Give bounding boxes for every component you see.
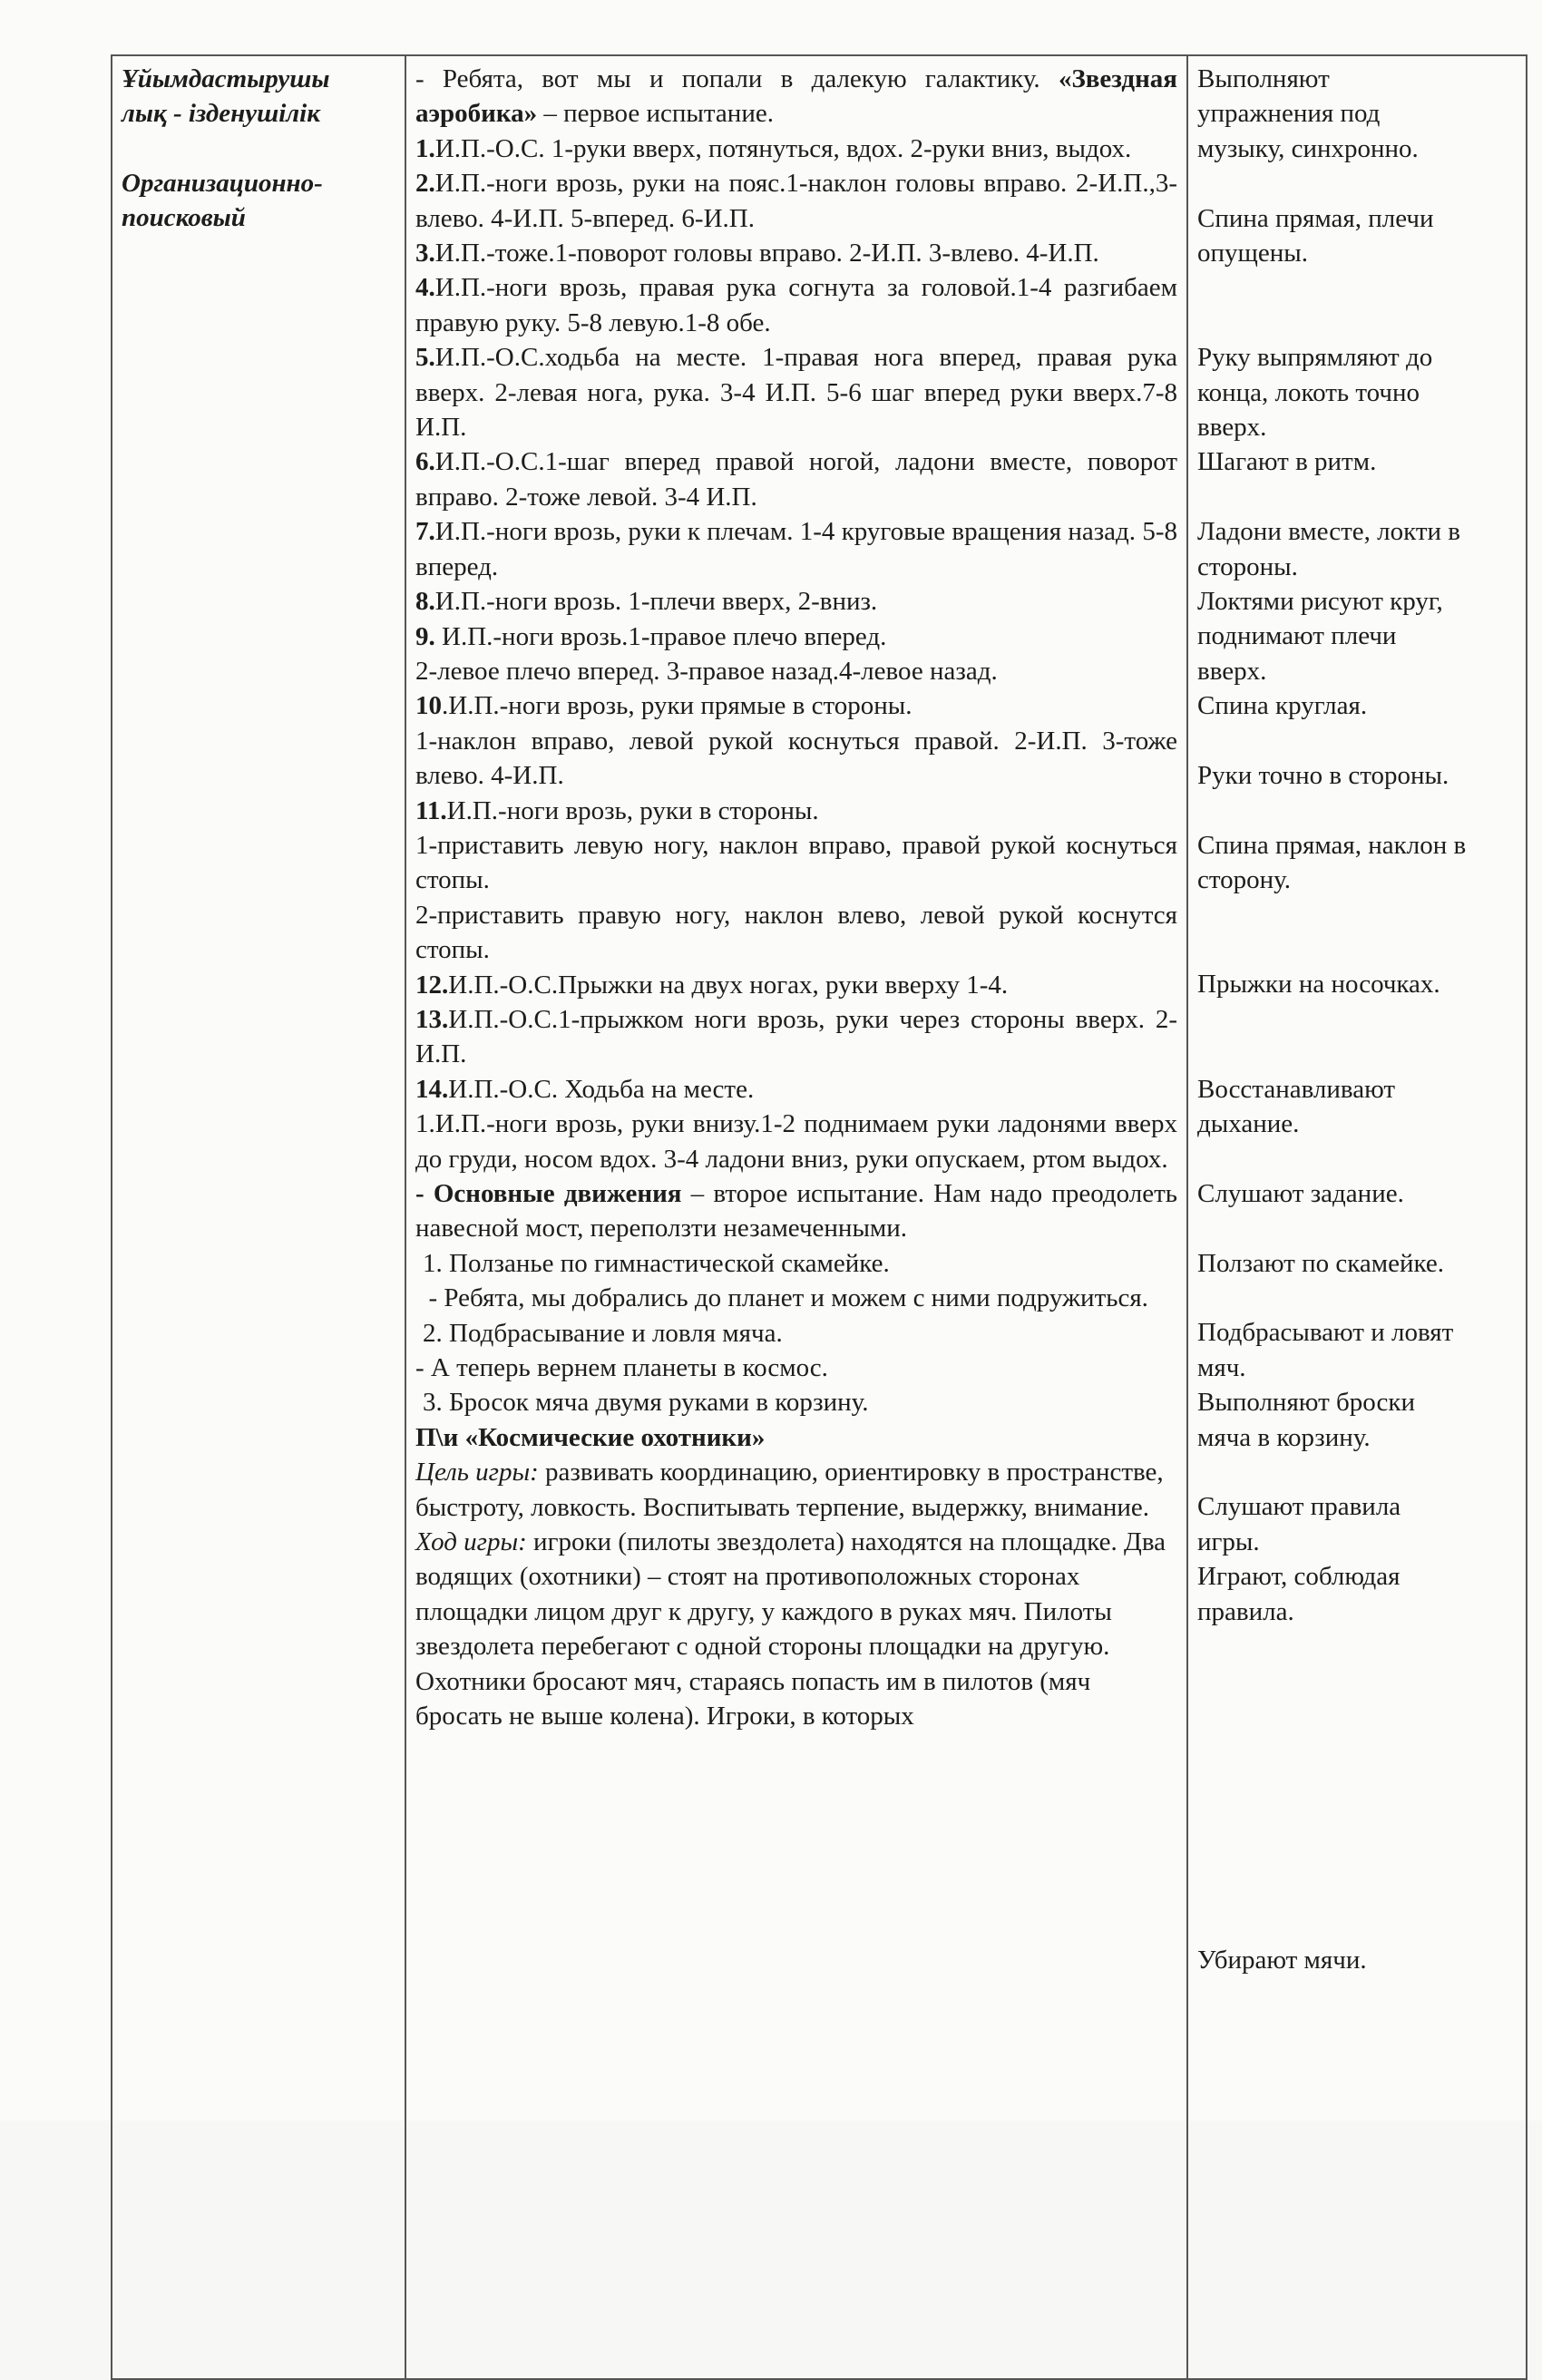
exercise-item bbox=[415, 132, 1177, 166]
stage-title-kz bbox=[122, 62, 395, 132]
movement-item: 2. Подбрасывание и ловля мяча. bbox=[423, 1318, 783, 1348]
teacher-note-line: музыку, синхронно. bbox=[1197, 133, 1419, 163]
game-course-label: Ход игры: bbox=[415, 1527, 527, 1557]
notes-spacer bbox=[1197, 306, 1517, 340]
notes-spacer bbox=[1197, 724, 1517, 758]
exercise-number: 2. bbox=[415, 169, 435, 199]
breathing-exercise: 1.И.П.-ноги врозь, руки внизу.1-2 поднимаем руки ладонями вверх до груди, носом вдох. 3-4 ладони вниз, руки опускаем, ртом выдох. bbox=[415, 1109, 1177, 1174]
teacher-note-line: Выполняют броски bbox=[1197, 1388, 1415, 1418]
exercise-text: И.П.-О.С.ходьба на месте. 1-правая нога вперед, правая рука вверх. 2-левая нога, рука. 3-4 И.П. 5-6 шаг вперед руки вверх.7-8 И.П. bbox=[415, 343, 1177, 443]
stage-cell bbox=[112, 55, 405, 2379]
aerobics-title: «Звездная аэробика» bbox=[415, 64, 1177, 129]
teacher-note-line: мяча в корзину. bbox=[1197, 1422, 1371, 1452]
teacher-note-line: дыхание. bbox=[1197, 1109, 1300, 1139]
aerobics-subtitle: – первое испытание. bbox=[537, 99, 774, 129]
teacher-note-line: мяч. bbox=[1197, 1352, 1246, 1382]
notes-spacer bbox=[1197, 898, 1517, 932]
exercise-text: И.П.-ноги врозь.1-правое плечо вперед. bbox=[434, 621, 887, 651]
exercise-number: 14. bbox=[415, 1074, 449, 1104]
teacher-note-line: Слушают задание. bbox=[1197, 1178, 1404, 1208]
exercise-item bbox=[415, 514, 1177, 584]
exercise-continuation: 2-левое плечо вперед. 3-правое назад.4-левое назад. bbox=[415, 656, 998, 686]
teacher-note-line: упражнения под bbox=[1197, 99, 1381, 129]
notes-cell bbox=[1187, 55, 1527, 2379]
intro-paragraph bbox=[415, 62, 1177, 132]
teacher-note-line: Слушают правила bbox=[1197, 1492, 1401, 1522]
teacher-note-line: Ползают по скамейке. bbox=[1197, 1248, 1444, 1278]
exercise-item bbox=[415, 166, 1177, 236]
notes-spacer bbox=[1197, 1211, 1517, 1245]
game-title: П\и «Космические охотники» bbox=[415, 1422, 766, 1452]
notes-spacer bbox=[1197, 793, 1517, 827]
stage-title-kz-line: Ұйымдастырушы bbox=[122, 64, 330, 93]
teacher-note-line: сторону. bbox=[1197, 865, 1292, 895]
exercise-number: 5. bbox=[415, 343, 435, 373]
teacher-note-line: Спина круглая. bbox=[1197, 691, 1368, 721]
lesson-plan-table bbox=[111, 54, 1527, 2380]
notes-spacer bbox=[1197, 1769, 1517, 1803]
notes-spacer bbox=[1197, 932, 1517, 967]
teacher-note-line: правила. bbox=[1197, 1596, 1294, 1626]
teacher-note-line: опущены. bbox=[1197, 239, 1308, 268]
notes-spacer bbox=[1197, 480, 1517, 514]
teacher-note-line: Ладони вместе, локти в bbox=[1197, 517, 1460, 547]
stage-title-ru bbox=[122, 166, 395, 236]
teacher-note-line: стороны. bbox=[1197, 551, 1298, 581]
notes-spacer bbox=[1197, 1281, 1517, 1315]
notes-spacer bbox=[1197, 1838, 1517, 1872]
exercise-text: И.П.-О.С. 1-руки вверх, потянуться, вдох. 2-руки вниз, выдох. bbox=[434, 133, 1132, 163]
exercise-text: И.П.-ноги врозь, руки в стороны. bbox=[446, 795, 819, 825]
teacher-note-line: игры. bbox=[1197, 1527, 1260, 1556]
notes-list bbox=[1197, 62, 1517, 1977]
exercise-text: .И.П.-ноги врозь, руки прямые в стороны. bbox=[442, 691, 913, 721]
exercise-item bbox=[415, 236, 1177, 270]
teacher-note-line: Локтями рисуют круг, bbox=[1197, 587, 1443, 617]
teacher-note-line: Выполняют bbox=[1197, 64, 1330, 93]
movement-note: - А теперь вернем планеты в космос. bbox=[415, 1353, 828, 1383]
exercise-number: 7. bbox=[415, 517, 435, 547]
notes-spacer bbox=[1197, 166, 1517, 200]
teacher-note-line: Руку выпрямляют до bbox=[1197, 343, 1433, 373]
game-goal-paragraph bbox=[415, 1455, 1177, 1525]
teacher-note-line: Убирают мячи. bbox=[1197, 1945, 1367, 1975]
exercise-text: И.П.-О.С.Прыжки на двух ногах, руки вверху 1-4. bbox=[448, 970, 1009, 1000]
exercise-continuation: 1-наклон вправо, левой рукой коснуться правой. 2-И.П. 3-тоже влево. 4-И.П. bbox=[415, 726, 1177, 791]
exercise-number: 11. bbox=[415, 795, 447, 825]
exercise-continuation: 2-приставить правую ногу, наклон влево, левой рукой коснутся стопы. bbox=[415, 900, 1177, 965]
content-cell bbox=[405, 55, 1187, 2379]
main-movements-text: – второе испытание. Нам надо преодолеть навесной мост, переползти незамеченными. bbox=[415, 1179, 1177, 1244]
exercise-item bbox=[415, 270, 1177, 340]
table-row bbox=[112, 55, 1527, 2379]
exercise-item bbox=[415, 619, 1177, 654]
teacher-note-line: поднимают плечи bbox=[1197, 621, 1397, 651]
game-course-paragraph bbox=[415, 1525, 1177, 1733]
notes-spacer bbox=[1197, 1037, 1517, 1071]
teacher-note-line: Спина прямая, наклон в bbox=[1197, 830, 1467, 860]
main-movements-paragraph bbox=[415, 1176, 1177, 1246]
exercise-number: 12. bbox=[415, 970, 449, 1000]
notes-spacer bbox=[1197, 1002, 1517, 1037]
teacher-note-line: вверх. bbox=[1197, 413, 1267, 443]
exercise-text: И.П.-тоже.1-поворот головы вправо. 2-И.П. 3-влево. 4-И.П. bbox=[434, 239, 1099, 268]
movement-item: 1. Ползанье по гимнастической скамейке. bbox=[423, 1248, 890, 1278]
exercise-number: 4. bbox=[415, 273, 435, 303]
notes-spacer bbox=[1197, 1699, 1517, 1733]
exercise-text: И.П.-ноги врозь, руки на пояс.1-наклон головы вправо. 2-И.П.,3-влево. 4-И.П. 5-вперед. 6-И.П. bbox=[415, 169, 1177, 233]
stage-title-ru-line: поисковый bbox=[122, 203, 246, 233]
exercise-number: 10 bbox=[415, 691, 442, 721]
teacher-note-line: Играют, соблюдая bbox=[1197, 1562, 1400, 1592]
teacher-note-line: Прыжки на носочках. bbox=[1197, 970, 1440, 1000]
exercise-item bbox=[415, 794, 1177, 828]
game-goal-text: развивать координацию, ориентировку в пространстве, быстроту, ловкость. Воспитывать терпение, выдержку, внимание. bbox=[415, 1458, 1164, 1522]
exercise-item bbox=[415, 968, 1177, 1002]
exercise-number: 3. bbox=[415, 239, 435, 268]
exercise-number: 9. bbox=[415, 621, 435, 651]
exercise-text: И.П.-ноги врозь, руки к плечам. 1-4 круговые вращения назад. 5-8 вперед. bbox=[415, 517, 1177, 581]
notes-spacer bbox=[1197, 1455, 1517, 1489]
movement-item: 3. Бросок мяча двумя руками в корзину. bbox=[423, 1388, 869, 1418]
exercise-continuation: 1-приставить левую ногу, наклон вправо, правой рукой коснуться стопы. bbox=[415, 830, 1177, 895]
exercise-number: 6. bbox=[415, 447, 435, 477]
intro-text: - Ребята, вот мы и попали в далекую галактику. bbox=[415, 64, 1040, 93]
notes-spacer bbox=[1197, 1663, 1517, 1698]
game-course-text: игроки (пилоты звездолета) находятся на площадке. Два водящих (охотники) – стоят на противоположных сторонах площадки лицом друг к другу, у каждого в руках мяч. Пилоты звездолета перебегают с одной стороны площадки на другую. Охотники бросают мяч, стараясь попасть им в пилотов (мяч бросать не выше колена). Игроки, в которых bbox=[415, 1527, 1166, 1731]
stage-title-ru-line: Организационно- bbox=[122, 168, 323, 198]
exercise-item bbox=[415, 340, 1177, 444]
exercise-text: И.П.-ноги врозь. 1-плечи вверх, 2-вниз. bbox=[434, 587, 878, 617]
exercise-text: И.П.-О.С.1-шаг вперед правой ногой, ладони вместе, поворот вправо. 2-тоже левой. 3-4 И.П. bbox=[415, 447, 1177, 512]
movement-note: - Ребята, мы добрались до планет и можем с ними подружиться. bbox=[415, 1283, 1148, 1313]
exercise-item bbox=[415, 584, 1177, 619]
notes-spacer bbox=[1197, 270, 1517, 305]
notes-spacer bbox=[1197, 1629, 1517, 1663]
teacher-note-line: Руки точно в стороны. bbox=[1197, 761, 1449, 791]
notes-spacer bbox=[1197, 1141, 1517, 1175]
main-movements-title: - Основные движения bbox=[415, 1179, 682, 1208]
exercise-text: И.П.-О.С. Ходьба на месте. bbox=[448, 1074, 755, 1104]
teacher-note-line: Спина прямая, плечи bbox=[1197, 203, 1434, 233]
notes-spacer bbox=[1197, 1733, 1517, 1768]
teacher-note-line: Шагают в ритм. bbox=[1197, 447, 1377, 477]
notes-spacer bbox=[1197, 1803, 1517, 1838]
game-goal-label: Цель игры: bbox=[415, 1458, 539, 1488]
notes-spacer bbox=[1197, 1907, 1517, 1942]
notes-spacer bbox=[1197, 1873, 1517, 1907]
exercise-item bbox=[415, 444, 1177, 514]
exercise-text: И.П.-ноги врозь, правая рука согнута за головой.1-4 разгибаем правую руку. 5-8 левую.1-8 обе. bbox=[415, 273, 1177, 337]
exercise-number: 8. bbox=[415, 587, 435, 617]
teacher-note-line: Подбрасывают и ловят bbox=[1197, 1318, 1454, 1348]
teacher-note-line: вверх. bbox=[1197, 656, 1267, 686]
exercise-number: 1. bbox=[415, 133, 435, 163]
exercise-item bbox=[415, 688, 1177, 723]
exercise-text: И.П.-О.С.1-прыжком ноги врозь, руки через стороны вверх. 2-И.П. bbox=[415, 1004, 1177, 1069]
stage-title-kz-line: лық - ізденушілік bbox=[122, 99, 320, 129]
exercise-item bbox=[415, 1002, 1177, 1072]
exercise-number: 13. bbox=[415, 1004, 449, 1034]
exercise-item bbox=[415, 1072, 1177, 1107]
teacher-note-line: конца, локоть точно bbox=[1197, 377, 1420, 407]
exercise-list bbox=[415, 132, 1177, 1107]
teacher-note-line: Восстанавливают bbox=[1197, 1074, 1396, 1104]
